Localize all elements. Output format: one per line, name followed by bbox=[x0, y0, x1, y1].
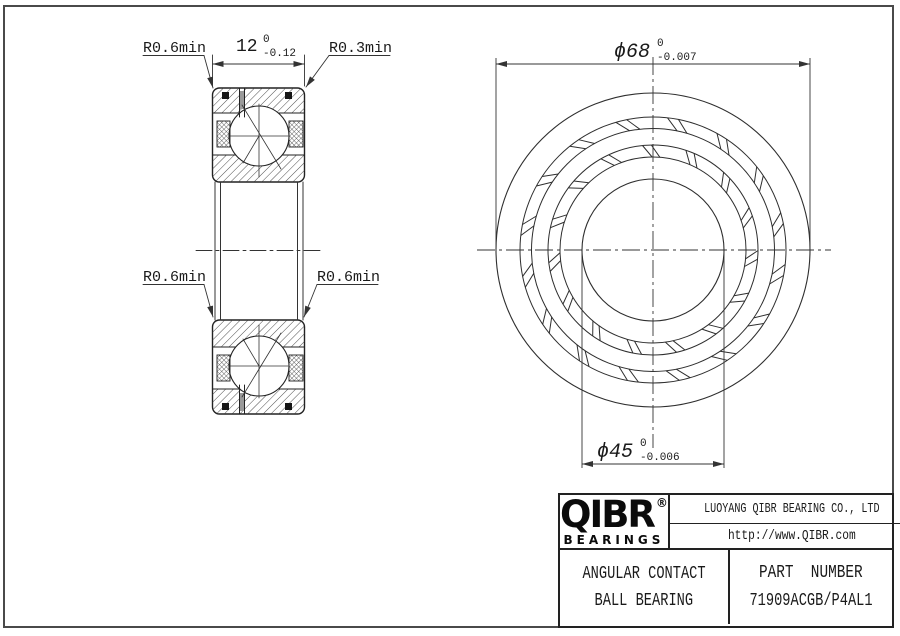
product-line1: ANGULAR CONTACT bbox=[582, 563, 706, 584]
seal-mark bbox=[285, 403, 292, 410]
seal-mark bbox=[285, 92, 292, 99]
cross-section-view bbox=[143, 34, 392, 414]
seal-mark bbox=[222, 92, 229, 99]
width-dim-tol-upper: 0 bbox=[263, 34, 270, 46]
bore-lines bbox=[215, 182, 303, 320]
bore-dim-tol-upper: 0 bbox=[640, 438, 647, 450]
part-number-cell bbox=[730, 550, 892, 624]
cage-pocket bbox=[289, 121, 303, 147]
radius-label-bottom-left: R0.6min bbox=[143, 269, 207, 286]
company-name-cell bbox=[670, 495, 900, 524]
od-dim-tol-lower: -0.007 bbox=[657, 52, 697, 64]
seal-mark bbox=[222, 403, 229, 410]
radius-label-bottom-right: R0.6min bbox=[317, 269, 381, 286]
cage-pocket bbox=[217, 121, 230, 147]
section-bottom-half bbox=[213, 320, 305, 414]
brand-tagline: BEARINGS bbox=[563, 533, 665, 547]
company-name: LUOYANG QIBR BEARING CO., LTD bbox=[704, 501, 880, 517]
part-number-value: 71909ACGB/P4AL1 bbox=[749, 591, 873, 611]
title-block bbox=[558, 493, 894, 628]
product-line2: BALL BEARING bbox=[594, 590, 694, 611]
logo-cell bbox=[560, 495, 670, 548]
section-top-half bbox=[213, 88, 305, 182]
bore-dim-value: ϕ45 bbox=[597, 441, 634, 464]
registered-mark: ® bbox=[655, 496, 668, 510]
bore-dim-tol-lower: -0.006 bbox=[640, 452, 680, 464]
width-dim-value: 12 bbox=[236, 37, 258, 57]
width-dimension bbox=[213, 34, 305, 86]
od-dim-tol-upper: 0 bbox=[657, 38, 664, 50]
width-dim-tol-lower: -0.12 bbox=[263, 48, 297, 60]
cage-pocket bbox=[289, 355, 303, 381]
front-view bbox=[477, 38, 831, 468]
cage-pocket bbox=[217, 355, 230, 381]
radius-label-top-right: R0.3min bbox=[329, 40, 393, 57]
brand-logo: QIBR bbox=[560, 493, 654, 536]
website-cell bbox=[670, 524, 900, 548]
website-url: http://www.QIBR.com bbox=[727, 528, 856, 544]
product-name-cell bbox=[560, 550, 730, 624]
od-dim-value: ϕ68 bbox=[614, 41, 651, 64]
part-number-label: PART NUMBER bbox=[759, 563, 863, 583]
radius-label-top-left: R0.6min bbox=[143, 40, 207, 57]
